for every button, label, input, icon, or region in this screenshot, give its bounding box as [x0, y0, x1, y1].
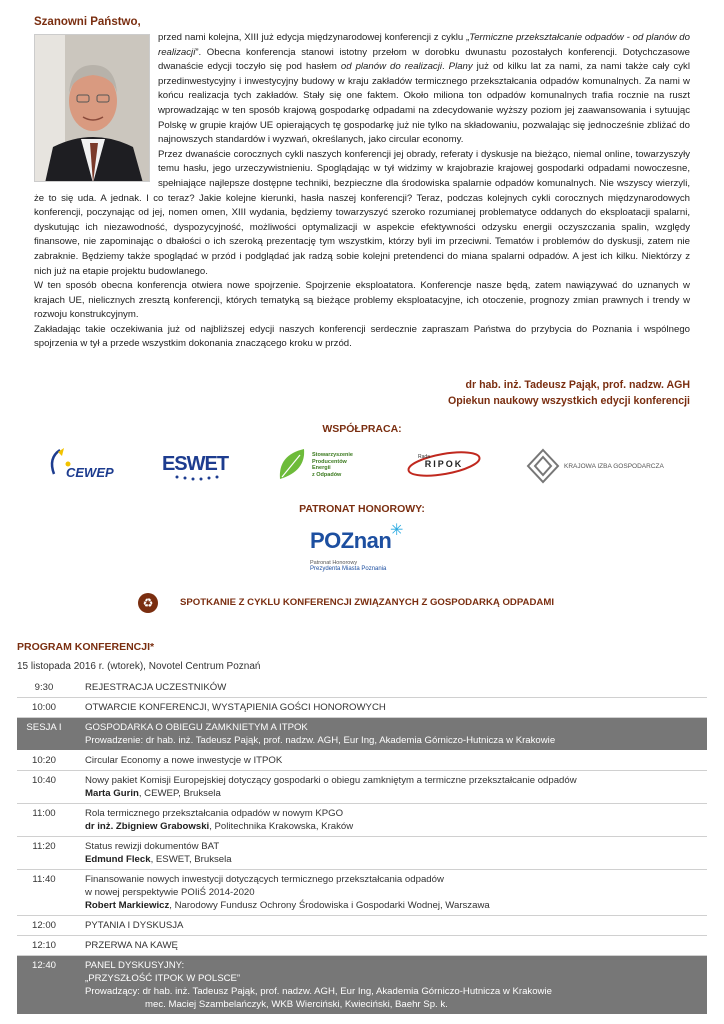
- letter-paragraph-3: W ten sposób obecna konferencja otwiera nowe spojrzenie. Spojrzenie eksploatatora. Konferencje nasze będą, zatem nawiązywać do uznanych w krajach UE, nielicznych zresztą konferencji, których tematyką są bieżące problemy eksploatacyjne, ich otoczenie, prognozy zmian prawnych i trendy w rozwoju konstrukcyjnym.: [34, 280, 690, 321]
- agenda-row: [17, 698, 707, 718]
- speaker-affiliation: , Politechnika Krakowska, Kraków: [209, 821, 354, 832]
- tagline: SPOTKANIE Z CYKLU KONFERENCJI ZWIĄZANYCH Z GOSPODARKĄ ODPADAMI: [180, 597, 554, 608]
- greeting: Szanowni Państwo,: [34, 16, 141, 28]
- agenda-row: [17, 916, 707, 936]
- agenda-description: [71, 916, 707, 935]
- agenda-description: [71, 698, 707, 717]
- speaker-affiliation: , ESWET, Bruksela: [150, 854, 232, 865]
- signature-name: dr hab. inż. Tadeusz Pająk, prof. nadzw. AGH: [465, 379, 690, 391]
- agenda-description: [71, 936, 707, 955]
- agenda: [17, 678, 707, 1015]
- agenda-description: [71, 804, 707, 836]
- agenda-time: 11:20: [32, 841, 56, 852]
- agenda-time: 10:00: [31, 702, 56, 713]
- agenda-row: [17, 678, 707, 698]
- agenda-description: [71, 678, 707, 697]
- letter-paragraph-2: Przez dwanaście corocznych cykli naszych konferencji jej obrady, referaty i dyskusje na bieżąco, niemal online, towarzyszyły temu hasłu, jego urzeczywistnieniu. Spoglądając w tył widzimy w krajobrazie krajowej gospodarki odpadami nowoczesne, spełniające najlepsze dostępne techniki, bezpieczne dla środowiska spalarnie odpadów komunalnych. Nie wszyscy wierzyli, że to się uda. A jednak. I co teraz? Jakie kolejne kierunki, hasła naszej konferencji? Teraz, podczas kolejnych cykli corocznych międzynarodowych konferencji, poczynając od jej, nomen omen, XIII wydania, będziemy towarzyszyć szeroko rozumianej problematyce oddanych do eksploatacji spalarni, dyskutując ich niezawodność, dyspozycyjność, możliwości optymalizacji w aspekcie efektywności odzysku energii oczyszczania spalin, względy finansowe, nie zapominając o dbałości o ich szeroką prezentację tym wszystkim, którzy byli im przeciwni. Tematów i problemów do dyskusji, zatem nie zabraknie. Będziemy także spoglądać w przód i podglądać jak radzą sobie kolejni pretendenci do miana spalarni odpadów. A jest ich kilku. Niektórzy z nich już na etapie projektu budowlanego.: [34, 148, 690, 277]
- recycle-icon: ♻: [138, 593, 158, 613]
- agenda-line: OTWARCIE KONFERENCJI, WYSTĄPIENIA GOŚCI HONOROWYCH: [85, 702, 386, 713]
- speaker-name: Marta Gurin: [85, 788, 139, 799]
- agenda-line: Rola termicznego przekształcania odpadów w nowym KPGO: [85, 808, 344, 819]
- letter-body: [34, 31, 690, 352]
- ripok-text: RIPOK: [424, 459, 464, 469]
- agenda-row: [17, 936, 707, 956]
- cewep-text: CEWEP: [66, 465, 114, 480]
- speaker-name: Robert Markiewicz: [85, 900, 170, 911]
- letter-paragraph-1: przed nami kolejna, XIII już edycja międzynarodowej konferencji z cyklu „Termiczne przekształcanie odpadów - od planów do realizacji”. Obecna konferencja stanowi istotny przełom w dorobku dwunastu pozostałych konferencji. Dotychczasowe dwanaście edycji toczyło się pod hasłem od planów do realizacji. Plany już od kilku lat za nami, za nami także cały cykl przedinwestycyjny i inwestycyjny budowy w kraju zakładów termicznego przekształcania odpadów komunalnych. Za nami w końcu realizacja tych zakładów. Stały się one faktem. Około miliona ton odpadów komunalnych trafia rocznie na ruszt wprowadzając w ten sposób krajową gospodarkę odpadami na zdecydowanie wyższy poziom jej zaawansowania i sytuując Polskę w grupie krajów UE opierających tę gospodarkę już nie tylko na składowaniu, pozwalając się jednocześnie zbliżać do najnowszych standardów i wyzwań, określanych, jako circular economy.: [158, 32, 690, 146]
- kig-logo: [526, 446, 676, 486]
- eswet-stars-icon: [173, 472, 221, 482]
- agenda-row: [17, 837, 707, 870]
- signature: [448, 377, 690, 409]
- program-date: 15 listopada 2016 r. (wtorek), Novotel Centrum Poznań: [17, 661, 261, 672]
- agenda-time: SESJA I: [26, 722, 62, 733]
- agenda-line: Status rewizji dokumentów BAT: [85, 841, 220, 852]
- letter-paragraph-4: Zakładając takie oczekiwania już od najbliższej edycji naszych konferencji serdecznie zapraszam Państwa do przybycia do Poznania i wspólnego spojrzenia w tył a przede wszystkim dokonania znaczącego kroku w przód.: [34, 323, 690, 350]
- agenda-time: 12:40: [31, 960, 56, 971]
- speaker-affiliation: , Narodowy Fundusz Ochrony Środowiska i Gospodarki Wodnej, Warszawa: [169, 900, 490, 911]
- agenda-row: [17, 804, 707, 837]
- poznan-star-icon: ✳: [389, 522, 404, 539]
- agenda-time: 11:40: [32, 874, 56, 885]
- kig-text: KRAJOWA IZBA GOSPODARCZA: [564, 462, 664, 470]
- agenda-description: [71, 751, 707, 770]
- spreo-logo: [276, 443, 372, 487]
- agenda-row: [17, 956, 707, 1015]
- agenda-description: [71, 718, 707, 750]
- poznan-line2: Prezydenta Miasta Poznania: [310, 566, 387, 572]
- agenda-description: [71, 870, 707, 915]
- agenda-row: [17, 718, 707, 751]
- agenda-line: PYTANIA I DYSKUSJA: [85, 920, 184, 931]
- agenda-line: Finansowanie nowych inwestycji dotyczących termicznego przekształcania odpadów: [85, 874, 444, 885]
- agenda-line: Prowadzący: dr hab. inż. Tadeusz Pająk, prof. nadzw. AGH, Eur Ing, Akademia Górniczo-Hutnicza w Krakowie: [85, 986, 552, 997]
- agenda-description: [71, 837, 707, 869]
- agenda-time: 10:40: [31, 775, 56, 786]
- poznan-logo: [310, 522, 420, 578]
- eswet-text: ESWET: [161, 452, 229, 475]
- agenda-line: Prowadzenie: dr hab. inż. Tadeusz Pająk, prof. nadzw. AGH, Eur Ing, Akademia Górniczo-Hutnicza w Krakowie: [85, 735, 556, 746]
- agenda-line: REJESTRACJA UCZESTNIKÓW: [85, 682, 227, 693]
- cewep-logo: [44, 444, 126, 486]
- patronage-heading: PATRONAT HONOROWY:: [299, 503, 425, 515]
- speaker-affiliation: , CEWEP, Bruksela: [138, 788, 221, 799]
- cooperation-heading: WSPÓŁPRACA:: [322, 423, 402, 435]
- speaker-name: Edmund Fleck: [85, 854, 151, 865]
- eswet-logo: [155, 444, 235, 484]
- speaker-name: dr inż. Zbigniew Grabowski: [85, 821, 210, 832]
- agenda-description: [71, 956, 707, 1014]
- agenda-row: [17, 771, 707, 804]
- agenda-time: 12:10: [31, 940, 56, 951]
- agenda-row: [17, 751, 707, 771]
- agenda-line: GOSPODARKA O OBIEGU ZAMKNIETYM A ITPOK: [85, 722, 308, 733]
- agenda-line: mec. Maciej Szambelańczyk, WKB Wierciński, Kwieciński, Baehr Sp. k.: [145, 999, 448, 1010]
- agenda-line: PANEL DYSKUSYJNY:: [85, 960, 185, 971]
- agenda-time: 11:00: [32, 808, 56, 819]
- spreo-text: Stowarzyszenie Producentów Energii z Odpadów: [312, 452, 353, 478]
- agenda-line: PRZERWA NA KAWĘ: [85, 940, 178, 951]
- signature-role: Opiekun naukowy wszystkich edycji konferencji: [448, 395, 690, 407]
- agenda-line: Nowy pakiet Komisji Europejskiej dotyczący gospodarki o obiegu zamkniętym a termiczne przekształcanie odpadów: [85, 775, 577, 786]
- spreo-leaf-icon: [276, 445, 310, 485]
- ripok-logo: [404, 446, 484, 482]
- poznan-text: POZnan: [310, 528, 392, 553]
- agenda-line: „PRZYSZŁOŚĆ ITPOK W POLSCE”: [85, 973, 241, 984]
- ripok-small-text: Rada: [418, 454, 430, 460]
- agenda-time: 10:20: [31, 755, 56, 766]
- kig-diamond-icon: [526, 448, 560, 484]
- program-heading: PROGRAM KONFERENCJI*: [17, 641, 155, 653]
- agenda-description: [71, 771, 707, 803]
- poznan-line1: Patronat Honorowy: [310, 560, 358, 566]
- agenda-line: w nowej perspektywie POIiŚ 2014-2020: [85, 887, 255, 898]
- agenda-time: 9:30: [34, 682, 54, 693]
- agenda-line: Circular Economy a nowe inwestycje w ITPOK: [85, 755, 283, 766]
- agenda-time: 12:00: [31, 920, 56, 931]
- agenda-row: [17, 870, 707, 916]
